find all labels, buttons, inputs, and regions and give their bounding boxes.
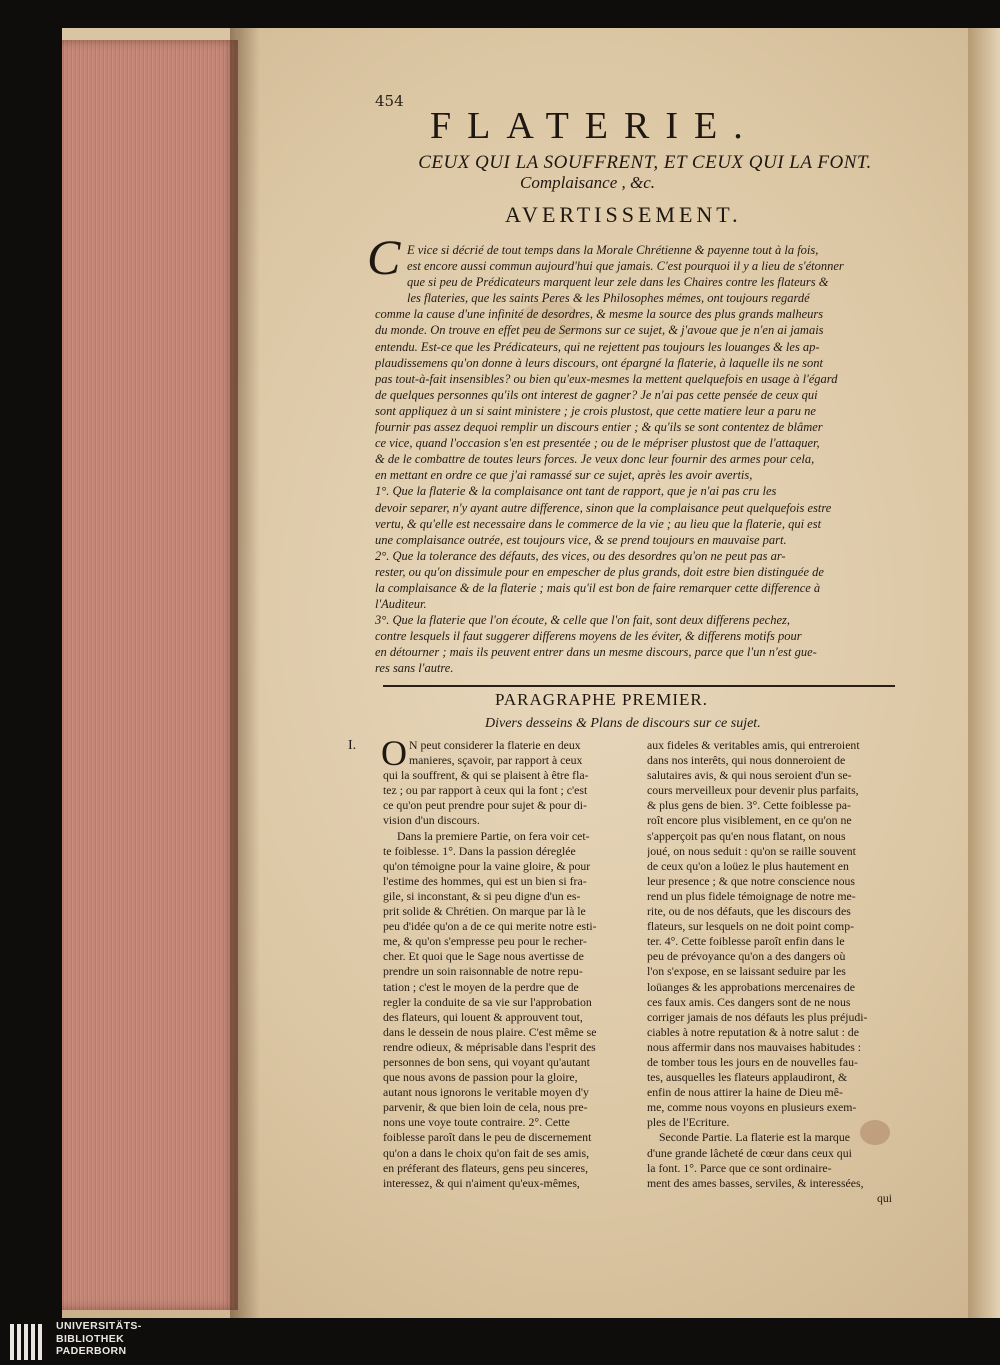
text-line: l'estime des hommes, qui est un bien si fra- (383, 873, 587, 888)
text-line: de quelques personnes qu'ils ont interest de gagner? Je n'ai pas cette pensée de ceux qui (375, 387, 818, 402)
text-line: manieres, sçavoir, par rapport à ceux (409, 753, 583, 768)
text-line: qui la souffrent, & qui se plaisent à être fla- (383, 768, 589, 783)
text-line: de tomber tous les jours en de nouvelles fau- (647, 1054, 858, 1069)
text-line: parvenir, & que bien loin de cela, nous pre- (383, 1100, 588, 1115)
text-line: 2°. Que la tolerance des défauts, des vices, ou des desordres qu'on ne peut pas ar- (375, 548, 786, 563)
text-line: ciables à notre reputation & à notre salut : de (647, 1024, 859, 1039)
text-line: joué, on nous seduit : qu'on se raille souvent (647, 843, 856, 858)
facing-page-edge (968, 28, 1000, 1318)
text-line: gile, si inconstant, & si peu digne d'un es- (383, 888, 581, 903)
text-line: roît encore plus visiblement, en ce qu'on ne (647, 813, 852, 828)
text-line: res sans l'autre. (375, 661, 454, 676)
text-line: peu de prévoyance qu'on a des dangers où (647, 949, 846, 964)
text-line: comme la cause d'une infinité de desordres, & mesme la source des plus grands malheurs (375, 307, 824, 322)
text-line: en préferant des flateurs, gens peu sinceres, (383, 1160, 589, 1175)
text-line: aux fideles & veritables amis, qui entreroient (647, 738, 860, 752)
text-line: ce vice, quand l'occasion s'en est presentée ; ou de le mépriser plustost que de l'attaquer, (375, 436, 820, 451)
text-line: ter. 4°. Cette foiblesse paroît enfin dans le (647, 934, 845, 949)
text-line: qui (877, 1190, 893, 1205)
text-line: du monde. On trouve en effet peu de Sermons sur ce sujet, & j'avoue que je n'en ai jamais (375, 323, 824, 338)
text-line: l'on s'expose, en se laissant seduire par les (647, 964, 846, 979)
text-line: tation ; c'est le moyen de la perdre que de (383, 979, 579, 994)
text-line: la font. 1°. Parce que ce sont ordinaire- (647, 1160, 832, 1175)
section-subheading: Divers desseins & Plans de discours sur ce sujet. (485, 716, 761, 731)
text-line: contre lesquels il faut suggerer differens moyens de les éviter, & differens motifs pour (375, 629, 802, 644)
text-line: regler la conduite de sa vie sur l'approbation (383, 994, 592, 1009)
notice-dropcap: C (367, 229, 401, 285)
footer-bar (0, 1318, 1000, 1365)
text-line: loüanges & les approbations mercenaires de (647, 979, 856, 994)
text-line: qu'on témoigne pour la vaine gloire, & pour (383, 858, 591, 873)
text-line: autant nous ignorons le veritable moyen d'y (383, 1085, 589, 1100)
right-column (647, 738, 900, 1206)
text-line: peu d'idée qu'on a de ce qui merite notre esti- (383, 919, 597, 934)
text-line: & plus gens de bien. 3°. Cette foiblesse pa- (647, 798, 851, 813)
library-name-line: PADERBORN (56, 1345, 127, 1357)
text-line: entendu. Est-ce que les Prédicateurs, qui ne rejettent pas toujours les louanges & les ap- (375, 339, 820, 354)
text-line: ce qu'on peut prendre pour sujet & pour di- (383, 798, 587, 813)
text-line: salutaires avis, & qui nous seroient d'un se- (647, 768, 852, 783)
section-divider (383, 685, 895, 687)
text-line: rite, ou de nos défauts, que les discours des (647, 904, 851, 919)
library-name-line: BIBLIOTHEK (56, 1332, 125, 1345)
text-line: pas tout-à-fait insensibles? ou bien qu'eux-mesmes la mettent quelquefois en usage à l'égard (375, 371, 838, 386)
text-line: cher. Et quoi que le Sage nous avertisse de (383, 949, 584, 964)
text-line: en détourner ; mais ils peuvent entrer dans un mesme discours, parce que l'un n'est gue- (375, 645, 817, 660)
text-line: Seconde Partie. La flaterie est la marque (659, 1130, 850, 1145)
text-line: Dans la premiere Partie, on fera voir cet- (397, 828, 590, 843)
notice-heading: AVERTISSEMENT. (505, 202, 742, 227)
section-heading: PARAGRAPHE PREMIER. (495, 690, 708, 709)
text-line: interessez, & qui n'aiment qu'eux-mêmes, (383, 1175, 580, 1190)
text-line: l'Auditeur. (375, 597, 427, 612)
text-line: tes, ausquelles les flateurs applaudiront, & (647, 1070, 848, 1085)
library-logo-icon (8, 1322, 48, 1362)
text-line: sont appliquez à un si saint ministere ; je crois plustost, que cette matiere leur a paru ne (375, 403, 816, 418)
text-line: ces faux amis. Ces dangers sont de ne nous (647, 994, 851, 1009)
text-line: nous affermir dans nos mauvaises habitudes : (647, 1039, 862, 1054)
text-line: vision d'un discours. (383, 813, 480, 828)
text-line: & de le combattre de toutes leurs forces. Je veux donc leur fournir des armes pour cela, (375, 452, 815, 467)
page-subtitle: CEUX QUI LA SOUFFRENT, ET CEUX QUI LA FONT. (418, 152, 872, 173)
text-line: s'apperçoit pas qu'en nous flatant, on nous (647, 828, 846, 843)
text-line: me, & qu'on s'empresse peu pour le recher- (383, 934, 587, 949)
text-line: vertu, & qu'elle est necessaire dans le commerce de la vie ; au lieu que la flaterie, qui est (375, 516, 822, 531)
page-subtitle-secondary: Complaisance , &c. (520, 173, 656, 192)
page-edges (62, 40, 238, 1310)
text-line: plaudissemens qu'on donne à leurs discours, ont épargné la flaterie, à laquelle ils ne sont (375, 355, 824, 370)
text-line: flateurs, sur lesquels on ne doit point comp- (647, 919, 855, 934)
text-line: les flateries, que les saints Peres & les Philosophes mémes, ont toujours regardé (407, 291, 810, 306)
text-line: de ceux qu'on a loüez le plus hautement en (647, 858, 849, 873)
text-line: cours merveilleux pour devenir plus parfaits, (647, 783, 859, 798)
text-line: que nous avons de passion pour la gloire, (383, 1070, 578, 1085)
text-line: ples de l'Ecriture. (647, 1115, 730, 1130)
text-line: une complaisance outrée, est toujours vice, & se prend toujours en mauvaise part. (375, 532, 787, 547)
text-line: la complaisance & de la flaterie ; mais qu'il est bon de faire remarquer cette difference à (375, 580, 821, 595)
text-line: fournir pas assez dequoi remplir un discours entier ; & qu'ils se sont contentez de blâmer (375, 420, 823, 435)
text-line: qu'on a dans le choix qu'on fait de ses amis, (383, 1145, 590, 1160)
left-column (383, 738, 638, 1191)
text-line: corriger jamais de nos défauts les plus préjudi- (647, 1009, 868, 1024)
text-line: rend un plus fidele témoignage de notre me- (647, 888, 856, 903)
text-line: rendre odieux, & méprisable dans l'esprit des (383, 1039, 596, 1054)
text-line: 1°. Que la flaterie & la complaisance ont tant de rapport, que je n'ai pas cru les (375, 484, 777, 499)
text-line: 3°. Que la flaterie que l'on écoute, & celle que l'on fait, sont deux differens pechez, (375, 613, 790, 628)
body-dropcap: O (381, 733, 407, 773)
text-line: d'une grande lâcheté de cœur dans ceux qui (647, 1145, 852, 1160)
paragraph-numeral: I. (348, 738, 357, 753)
text-line: rester, ou qu'on dissimule pour en empescher de plus grands, doit estre bien distinguée de (375, 564, 824, 579)
text-line: nons une voye toute contraire. 2°. Cette (383, 1115, 570, 1130)
text-line: que si peu de Prédicateurs marquent leur zele dans les Chaires contre les flateurs & (407, 275, 829, 290)
text-line: des flateurs, qui louent & approuvent tout, (383, 1009, 583, 1024)
text-line: ment des ames basses, serviles, & interessées, (647, 1175, 864, 1190)
text-line: en mettant en ordre ce que j'ai ramassé sur ce sujet, après les avoir avertis, (375, 468, 753, 483)
text-line: te foiblesse. 1°. Dans la passion déreglée (383, 843, 576, 858)
text-line: N peut considerer la flaterie en deux (409, 738, 581, 752)
spine-shadow (230, 28, 260, 1318)
text-line: E vice si décrié de tout temps dans la Morale Chrétienne & payenne tout à la fois, (407, 243, 819, 257)
text-line: me, comme nous voyons en plusieurs exem- (647, 1100, 857, 1115)
text-line: devoir separer, n'y ayant autre difference, sinon que la complaisance peut quelquefois estre (375, 500, 832, 515)
text-line: dans nos interêts, qui nous donneroient de (647, 753, 846, 768)
library-name (56, 1320, 142, 1358)
text-line: enfin de nous attirer la haine de Dieu mê- (647, 1085, 843, 1100)
text-line: leur presence ; & que notre conscience nous (647, 873, 856, 888)
page-number: 454 (375, 92, 404, 110)
text-line: tez ; ou par rapport à ceux qui la font ; c'est (383, 783, 588, 798)
library-name-line: UNIVERSITÄTS- (56, 1320, 142, 1332)
text-line: dans le dessein de nous plaire. C'est même se (383, 1024, 597, 1039)
text-line: foiblesse paroît dans le peu de discernement (383, 1130, 592, 1145)
text-line: prit solide & Chrétien. On marque par là le (383, 904, 586, 919)
text-line: est encore aussi commun aujourd'hui que jamais. C'est pourquoi il y a lieu de s'étonner (407, 259, 844, 274)
text-line: personnes de bon sens, qui voyant qu'autant (383, 1054, 590, 1069)
text-line: prendre un soin raisonnable de notre repu- (383, 964, 583, 979)
notice-text (375, 242, 910, 677)
page-title: FLATERIE. (430, 105, 759, 147)
